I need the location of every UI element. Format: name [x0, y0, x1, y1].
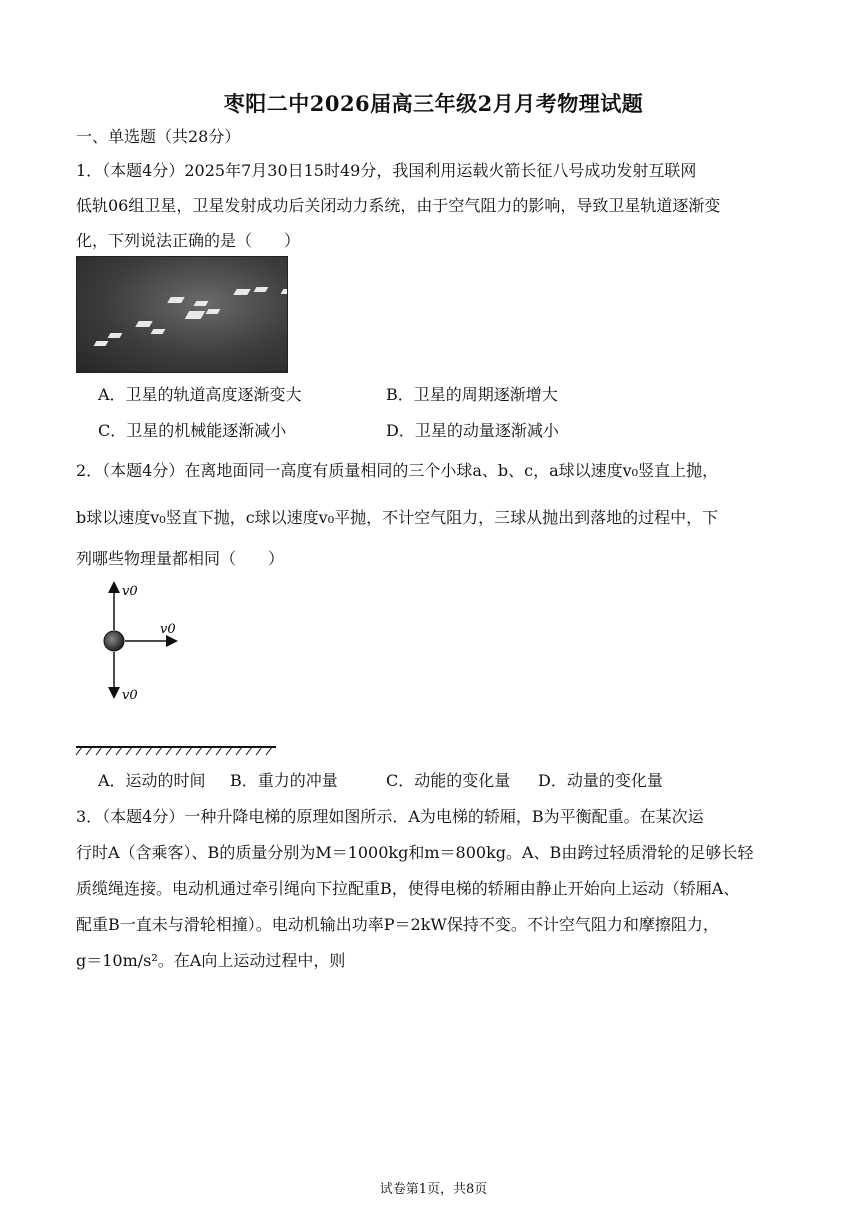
- q1-line-1: 1．（本题4分）2025年7月30日15时49分，我国利用运载火箭长征八号成功发射互联网: [76, 161, 697, 180]
- q3-line-2: 行时A（含乘客）、B的质量分别为M＝1000kg和m＝800kg。A、B由跨过轻质滑轮的足够长轻: [76, 843, 754, 862]
- section-heading: 一、单选题（共28分）: [76, 127, 241, 146]
- page-title: 枣阳二中2026届高三年级2月月考物理试题: [223, 91, 644, 116]
- q2-line-3: 列哪些物理量都相同（ ）: [76, 549, 285, 568]
- q2-option-b: B．重力的冲量: [230, 771, 338, 790]
- q2-option-d: D．动量的变化量: [538, 771, 663, 790]
- q2-line-1: 2．（本题4分）在离地面同一高度有质量相同的三个小球a、b、c，a球以速度v₀竖直上抛，: [76, 461, 719, 480]
- page-footer: 试卷第1页，共8页: [379, 1182, 488, 1197]
- ball: [104, 631, 124, 651]
- q1-option-b: B．卫星的周期逐渐增大: [386, 385, 558, 404]
- satellite-photo: [76, 256, 288, 373]
- projectile-diagram: [70, 575, 290, 760]
- q3-line-5: g＝10m/s²。在A向上运动过程中，则: [76, 951, 346, 970]
- q3-line-4: 配重B一直未与滑轮相撞）。电动机输出功率P＝2kW保持不变。不计空气阻力和摩擦阻力，: [76, 915, 719, 934]
- label-v0-down: v0: [122, 688, 138, 703]
- q2-option-c: C．动能的变化量: [386, 771, 511, 790]
- q2-line-2: b球以速度v₀竖直下抛，c球以速度v₀平抛，不计空气阻力，三球从抛出到落地的过程中，下: [76, 508, 719, 527]
- q1-option-a: A．卫星的轨道高度逐渐变大: [98, 385, 302, 404]
- label-v0-up: v0: [122, 584, 138, 599]
- q3-line-3: 质缆绳连接。电动机通过牵引绳向下拉配重B，使得电梯的轿厢由静止开始向上运动（轿厢A、: [76, 879, 740, 898]
- label-v0-right: v0: [160, 622, 176, 637]
- q1-line-3: 化，下列说法正确的是（ ）: [76, 231, 301, 250]
- q1-option-c: C．卫星的机械能逐渐减小: [98, 421, 287, 440]
- q3-line-1: 3．（本题4分）一种升降电梯的原理如图所示．A为电梯的轿厢，B为平衡配重。在某次运: [76, 807, 704, 826]
- q1-option-d: D．卫星的动量逐渐减小: [386, 421, 559, 440]
- q1-line-2: 低轨06组卫星，卫星发射成功后关闭动力系统，由于空气阻力的影响，导致卫星轨道逐渐变: [76, 196, 721, 215]
- ground-hatch: [76, 747, 272, 755]
- q2-option-a: A．运动的时间: [98, 771, 206, 790]
